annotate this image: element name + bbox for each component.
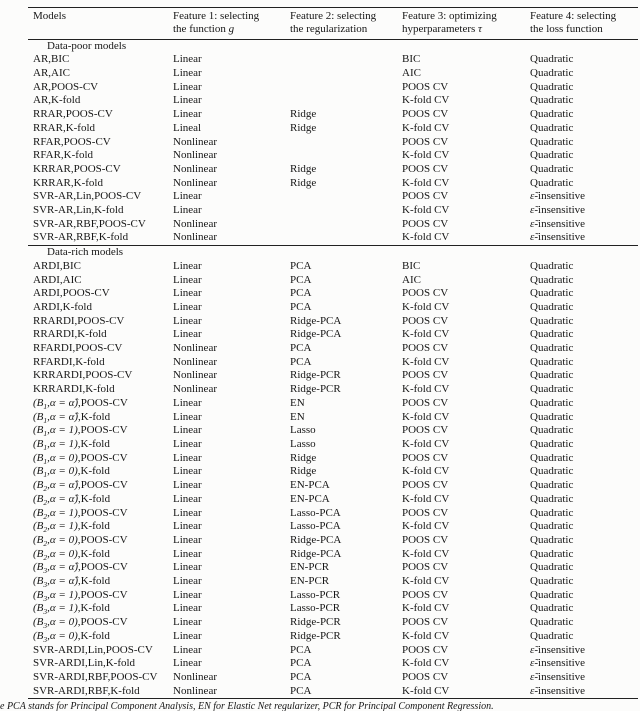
table-cell: Lasso [290,437,316,450]
table-cell: Nonlinear [173,135,217,148]
table-cell: Quadratic [530,479,574,492]
table-cell [290,136,402,150]
table-cell: Nonlinear [173,149,217,162]
table-row [28,465,638,479]
table-cell: ε̃-insensitive [530,657,586,670]
table-cell: Linear [173,80,202,93]
table-cell [290,67,402,81]
table-cell: ε̃-insensitive [530,670,586,683]
table-row [28,81,638,95]
table-cell: Quadratic [530,410,574,423]
table-cell: Nonlinear [173,176,217,189]
table-cell: ARDI,POOS-CV [33,287,110,300]
table-row [28,190,638,204]
table-cell: Ridge [290,121,317,134]
table-cell: EN [290,410,305,423]
table-cell: Ridge [290,108,317,121]
table-cell: Ridge [290,176,317,189]
table-cell: Linear [173,575,202,588]
table-cell: Quadratic [530,561,574,574]
table-cell [290,190,402,204]
table-cell: SVR-ARDI,Lin,K-fold [33,657,136,670]
table-cell: Quadratic [530,176,574,189]
table-cell: Quadratic [530,135,574,148]
table-cell: ($B_2,\alpha$ = 0),POOS-CV [33,533,128,548]
table-cell: POOS CV [402,561,449,574]
table-cell: POOS CV [402,451,449,464]
table-cell: SVR-AR,Lin,POOS-CV [33,190,142,203]
table-cell: ($B_3,\alpha$ = α̂),K-fold [33,575,111,589]
table-cell: PCA [290,670,312,683]
table-row [28,163,638,177]
table-cell: Linear [173,437,202,450]
table-cell: AR,BIC [33,53,70,66]
table-row [28,287,638,301]
table-cell: Linear [173,259,202,272]
table-cell: Ridge-PCR [290,629,341,642]
table-row [28,602,638,616]
table-row [28,231,638,245]
table-cell: KRRAR,K-fold [33,176,103,189]
table-cell: K-fold CV [402,355,450,368]
table-cell: Linear [173,287,202,300]
table-cell: ε̃-insensitive [530,684,586,697]
table-cell: K-fold CV [402,204,450,217]
models-features-table [28,7,638,699]
table-cell: Quadratic [530,314,574,327]
table-cell: ($B_3,\alpha$ = 1),POOS-CV [33,588,128,603]
table-cell: Quadratic [530,437,574,450]
table-cell: Ridge-PCR [290,369,341,382]
table-cell: K-fold CV [402,328,450,341]
table-cell: Quadratic [530,396,574,409]
table-cell: Nonlinear [173,684,217,697]
table-cell: Quadratic [530,162,574,175]
table-cell: Nonlinear [173,162,217,175]
table-row [28,149,638,163]
table-cell: POOS CV [402,588,449,601]
column-header-5: Feature 4: selecting the loss function [530,10,617,35]
table-cell: K-fold CV [402,520,450,533]
table-cell: SVR-AR,RBF,POOS-CV [33,217,146,230]
table-cell: ARDI,K-fold [33,300,92,313]
table-cell: K-fold CV [402,300,450,313]
table-cell: ($B_2,\alpha$ = 1),POOS-CV [33,506,128,521]
table-row [28,507,638,521]
table-cell: ARDI,AIC [33,273,82,286]
table-cell: PCA [290,643,312,656]
table-cell: BIC [402,259,421,272]
table-cell: Linear [173,520,202,533]
table-cell: Quadratic [530,383,574,396]
table-row [28,274,638,288]
table-cell: Quadratic [530,108,574,121]
table-row [28,493,638,507]
table-cell: Lasso-PCR [290,602,341,615]
table-cell: POOS CV [402,506,449,519]
table-cell: POOS CV [402,342,449,355]
section-label: Data-poor models [47,39,127,52]
table-cell: ($B_1,\alpha$ = 1),K-fold [33,437,110,452]
table-cell: Quadratic [530,547,574,560]
table-cell: EN [290,396,305,409]
table-cell: Ridge-PCA [290,314,342,327]
table-cell: Lineal [173,121,202,134]
table-cell: ($B_2,\alpha$ = 0),K-fold [33,547,110,562]
table-cell: ε̃-insensitive [530,217,586,230]
table-row [28,108,638,122]
section-label: Data-rich models [47,246,124,259]
table-cell: POOS CV [402,643,449,656]
table-cell: ε̃-insensitive [530,190,586,203]
table-cell: ($B_1,\alpha$ = α̂),K-fold [33,410,111,425]
table-cell: Nonlinear [173,342,217,355]
column-header-1: Models [33,10,66,22]
table-cell: Quadratic [530,451,574,464]
table-cell: Quadratic [530,149,574,162]
table-row [28,342,638,356]
table-row [28,218,638,232]
table-cell: ε̃-insensitive [530,204,586,217]
table-cell: RRARDI,K-fold [33,328,107,341]
table-cell: K-fold CV [402,465,450,478]
table-row [28,438,638,452]
table-cell: EN-PCA [290,479,330,492]
table-cell [290,204,402,218]
table-row [28,328,638,342]
table-cell: Linear [173,314,202,327]
table-cell: Quadratic [530,342,574,355]
table-cell: POOS CV [402,424,449,437]
table-cell: Linear [173,396,202,409]
table-cell: PCA [290,355,312,368]
table-body [28,39,638,699]
table-cell: K-fold CV [402,437,450,450]
table-cell: Linear [173,204,202,217]
table-cell: Ridge-PCA [290,328,342,341]
table-cell: Ridge [290,451,317,464]
table-cell: Quadratic [530,53,574,66]
table-cell [290,218,402,232]
table-cell: POOS CV [402,190,449,203]
table-cell: K-fold CV [402,383,450,396]
table-cell: Linear [173,190,202,203]
table-cell: RRAR,POOS-CV [33,108,113,121]
table-cell: Quadratic [530,369,574,382]
table-row [28,411,638,425]
table-cell: Linear [173,547,202,560]
table-cell: K-fold CV [402,547,450,560]
table-cell: RRAR,K-fold [33,121,96,134]
table-cell [290,53,402,67]
table-cell: EN-PCA [290,492,330,505]
table-cell: SVR-ARDI,Lin,POOS-CV [33,643,153,656]
table-cell: Linear [173,643,202,656]
table-cell: AIC [402,273,421,286]
table-cell: Linear [173,533,202,546]
table-row [28,534,638,548]
table-cell: PCA [290,657,312,670]
table-cell: AR,AIC [33,67,70,79]
table-cell: Quadratic [530,506,574,519]
table-cell: Ridge [290,465,317,478]
table-cell: ε̃-insensitive [530,231,586,244]
table-row [28,630,638,644]
table-row [28,383,638,397]
table-row [28,685,638,699]
table-cell: ($B_3,\alpha$ = 0),POOS-CV [33,616,128,630]
table-cell [290,149,402,163]
table-cell: PCA [290,300,312,313]
table-cell: Ridge-PCA [290,533,342,546]
table-cell: K-fold CV [402,575,450,588]
table-cell: K-fold CV [402,121,450,134]
table-cell: SVR-AR,RBF,K-fold [33,231,129,244]
table-row [28,53,638,67]
table-cell: Linear [173,94,202,107]
table-cell: ($B_1,\alpha$ = α̂),POOS-CV [33,396,128,411]
table-cell: Ridge-PCA [290,547,342,560]
table-cell: Linear [173,465,202,478]
table-cell: Nonlinear [173,383,217,396]
table-cell: Linear [173,273,202,286]
table-cell: K-fold CV [402,602,450,615]
table-cell: AR,POOS-CV [33,80,99,93]
table-cell: Quadratic [530,588,574,601]
table-cell: POOS CV [402,287,449,300]
table-cell: Linear [173,657,202,670]
column-header-2: Feature 1: selecting the function g [173,10,260,35]
table-cell: KRRARDI,K-fold [33,383,115,396]
table-cell: Nonlinear [173,217,217,230]
table-cell: K-fold CV [402,410,450,423]
table-cell: Linear [173,108,202,121]
table-cell: RRARDI,POOS-CV [33,314,125,327]
table-cell: Lasso-PCR [290,588,341,601]
table-cell: Quadratic [530,465,574,478]
table-cell: SVR-AR,Lin,K-fold [33,204,124,217]
table-cell: Linear [173,53,202,66]
table-cell: SVR-ARDI,RBF,POOS-CV [33,670,158,683]
table-cell: EN-PCR [290,561,330,574]
table-cell: Quadratic [530,121,574,134]
table-cell: POOS CV [402,369,449,382]
table-cell: Quadratic [530,616,574,629]
table-cell: K-fold CV [402,176,450,189]
table-row [28,204,638,218]
table-cell: Linear [173,616,202,629]
table-cell: Quadratic [530,424,574,437]
table-row [28,67,638,81]
column-header-4: Feature 3: optimizing hyperparameters τ [402,10,497,35]
section-row-data-poor-models [28,39,638,53]
table-cell: ε̃-insensitive [530,643,586,656]
table-cell: PCA [290,259,312,272]
table-cell: Quadratic [530,300,574,313]
table-cell: Lasso-PCA [290,520,341,533]
table-row [28,575,638,589]
table-cell: Quadratic [530,575,574,588]
table-cell: RFAR,K-fold [33,149,93,162]
table-cell: POOS CV [402,314,449,327]
table-cell: POOS CV [402,80,449,93]
table-cell: Quadratic [530,629,574,642]
table-cell: ($B_1,\alpha$ = 1),POOS-CV [33,424,128,438]
table-head [28,8,638,40]
table-cell: RFARDI,K-fold [33,355,105,368]
table-cell: K-fold CV [402,492,450,505]
table-cell: POOS CV [402,479,449,492]
table-row [28,616,638,630]
table-row [28,452,638,466]
table-footnote: e PCA stands for Principal Component Analysis, EN for Elastic Net regularizer, PCR for Principal Component Regression. [0,701,494,711]
table-cell: ($B_2,\alpha$ = α̂),K-fold [33,492,111,507]
table-cell: K-fold CV [402,684,450,697]
table-row [28,589,638,603]
table-row [28,644,638,658]
table-row [28,260,638,274]
table-cell: POOS CV [402,108,449,121]
table-cell: Linear [173,561,202,574]
table-cell: ($B_3,\alpha$ = 1),K-fold [33,602,110,617]
table-row [28,122,638,136]
table-cell: Quadratic [530,328,574,341]
table-cell: Quadratic [530,520,574,533]
table-cell: Quadratic [530,492,574,505]
table-cell: ($B_1,\alpha$ = 0),POOS-CV [33,451,128,466]
table-row [28,520,638,534]
table-cell: AR,K-fold [33,94,81,107]
table-cell: Quadratic [530,533,574,546]
table-cell: Linear [173,300,202,313]
table-cell: Lasso [290,424,316,437]
table-cell: Linear [173,629,202,642]
table-cell: Linear [173,506,202,519]
table-cell: Linear [173,424,202,437]
table-cell: BIC [402,53,421,66]
table-cell: Linear [173,67,202,79]
table-cell: ($B_2,\alpha$ = 1),K-fold [33,520,110,534]
table-cell: SVR-ARDI,RBF,K-fold [33,684,140,697]
table-cell: POOS CV [402,533,449,546]
table-cell: Ridge-PCR [290,616,341,629]
table-row [28,424,638,438]
table-cell: PCA [290,287,312,300]
table-cell: RFAR,POOS-CV [33,135,111,148]
table-row [28,657,638,671]
table-cell: Nonlinear [173,231,217,244]
table-cell: POOS CV [402,135,449,148]
table-cell: Nonlinear [173,670,217,683]
table-row [28,301,638,315]
table-cell: K-fold CV [402,231,450,244]
table-row [28,94,638,108]
table-cell: Quadratic [530,80,574,93]
table-cell: Ridge [290,162,317,175]
section-row-data-rich-models [28,246,638,260]
table-cell: Linear [173,588,202,601]
table-cell: Linear [173,602,202,615]
table-cell: Linear [173,451,202,464]
table-cell: K-fold CV [402,629,450,642]
table-cell: POOS CV [402,670,449,683]
table-cell: K-fold CV [402,657,450,670]
table-cell: ($B_2,\alpha$ = α̂),POOS-CV [33,479,128,493]
table-cell: Quadratic [530,67,574,79]
table-row [28,356,638,370]
table-cell: Lasso-PCA [290,506,341,519]
table-row [28,369,638,383]
table-cell: Quadratic [530,287,574,300]
table-cell: POOS CV [402,162,449,175]
table-cell: KRRARDI,POOS-CV [33,369,133,382]
table-cell: POOS CV [402,616,449,629]
table-cell: Linear [173,410,202,423]
table-row [28,136,638,150]
table-cell: Linear [173,479,202,492]
table-cell: K-fold CV [402,149,450,162]
table-cell: ($B_3,\alpha$ = 0),K-fold [33,629,110,644]
table-header-row [28,8,638,40]
table-cell [290,81,402,95]
table-cell: ARDI,BIC [33,259,81,272]
table-row [28,479,638,493]
table-cell: POOS CV [402,396,449,409]
table-cell: Quadratic [530,259,574,272]
table-cell: EN-PCR [290,575,330,588]
table-cell: ($B_3,\alpha$ = α̂),POOS-CV [33,561,128,576]
table-cell: PCA [290,342,312,355]
table-cell: Linear [173,328,202,341]
table-cell: Linear [173,492,202,505]
table-cell: Nonlinear [173,355,217,368]
table-cell: Quadratic [530,273,574,286]
table-row [28,177,638,191]
table-cell: Quadratic [530,355,574,368]
table-cell: AIC [402,67,421,79]
table-cell: KRRAR,POOS-CV [33,162,121,175]
table-cell: POOS CV [402,217,449,230]
table-cell [290,231,402,245]
table-cell: PCA [290,684,312,697]
table-cell: Quadratic [530,94,574,107]
table-row [28,548,638,562]
table-cell [290,94,402,108]
table-row [28,397,638,411]
column-header-3: Feature 2: selecting the regularization [290,10,377,35]
table-cell: RFARDI,POOS-CV [33,342,123,355]
table-row [28,315,638,329]
table-cell: Ridge-PCR [290,383,341,396]
table-cell: K-fold CV [402,94,450,107]
table-row [28,671,638,685]
table-cell: PCA [290,273,312,286]
table-cell: ($B_1,\alpha$ = 0),K-fold [33,465,110,480]
table-row [28,561,638,575]
table-cell: Quadratic [530,602,574,615]
table-cell: Nonlinear [173,369,217,382]
